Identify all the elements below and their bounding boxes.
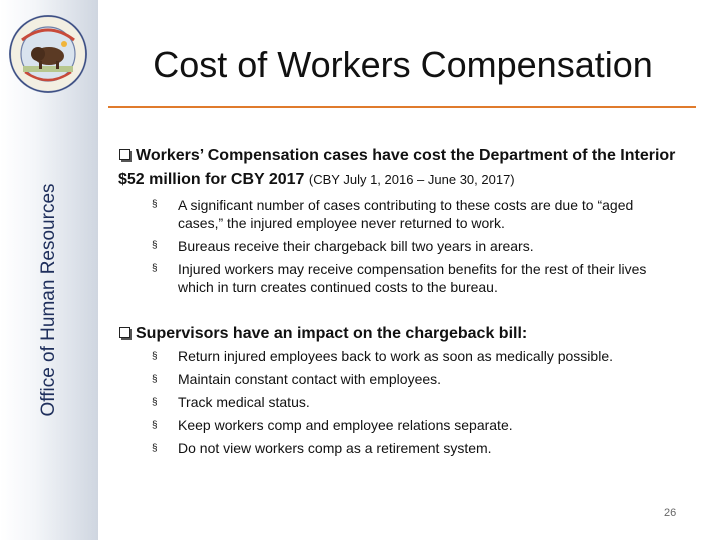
main-point-1-text: Workers’ Compensation cases have cost the Department of the Interior $52 million for CBY 2017 bbox=[118, 147, 676, 188]
bullet-icon: § bbox=[152, 351, 158, 362]
main-point-1 bbox=[118, 143, 678, 192]
checkbox-bullet-icon bbox=[118, 321, 130, 345]
bullet-icon: § bbox=[152, 240, 158, 251]
bullet-icon: § bbox=[152, 443, 158, 454]
slide-title: Cost of Workers Compensation bbox=[153, 44, 653, 85]
list-item: § Maintain constant contact with employees. bbox=[152, 368, 692, 391]
doi-seal-icon bbox=[8, 14, 88, 94]
list-item: § Keep workers comp and employee relations separate. bbox=[152, 414, 692, 437]
bullet-icon: § bbox=[152, 263, 158, 274]
bullet-icon: § bbox=[152, 420, 158, 431]
sidebar-vertical-label: Office of Human Resources bbox=[38, 183, 59, 417]
sidebar bbox=[0, 0, 98, 540]
list-item: § Bureaus receive their chargeback bill two years in arears. bbox=[152, 238, 534, 254]
bullet-icon: § bbox=[152, 397, 158, 408]
list-item: § Return injured employees back to work as soon as medically possible. bbox=[152, 345, 692, 368]
bullet-icon: § bbox=[152, 199, 158, 210]
main-point-1-subtext: (CBY July 1, 2016 – June 30, 2017) bbox=[308, 172, 515, 187]
checkbox-bullet-icon bbox=[118, 143, 130, 167]
main-point-2-text: Supervisors have an impact on the chargeback bill: bbox=[136, 325, 528, 342]
list-item: § Injured workers may receive compensation benefits for the rest of their lives which in turn creates continued costs to the bureau. bbox=[152, 261, 647, 295]
list-item: § Do not view workers comp as a retirement system. bbox=[152, 437, 692, 460]
bullet-icon: § bbox=[152, 374, 158, 385]
title-divider bbox=[108, 106, 696, 108]
point-2-bullet-list bbox=[152, 345, 692, 460]
page-number: 26 bbox=[664, 507, 677, 519]
main-point-2 bbox=[118, 321, 678, 346]
list-item: § Track medical status. bbox=[152, 391, 692, 414]
list-item: § A significant number of cases contributing to these costs are due to “aged cases,” the injured employee never returned to work. bbox=[152, 197, 634, 231]
point-1-bullet-list bbox=[152, 196, 682, 301]
